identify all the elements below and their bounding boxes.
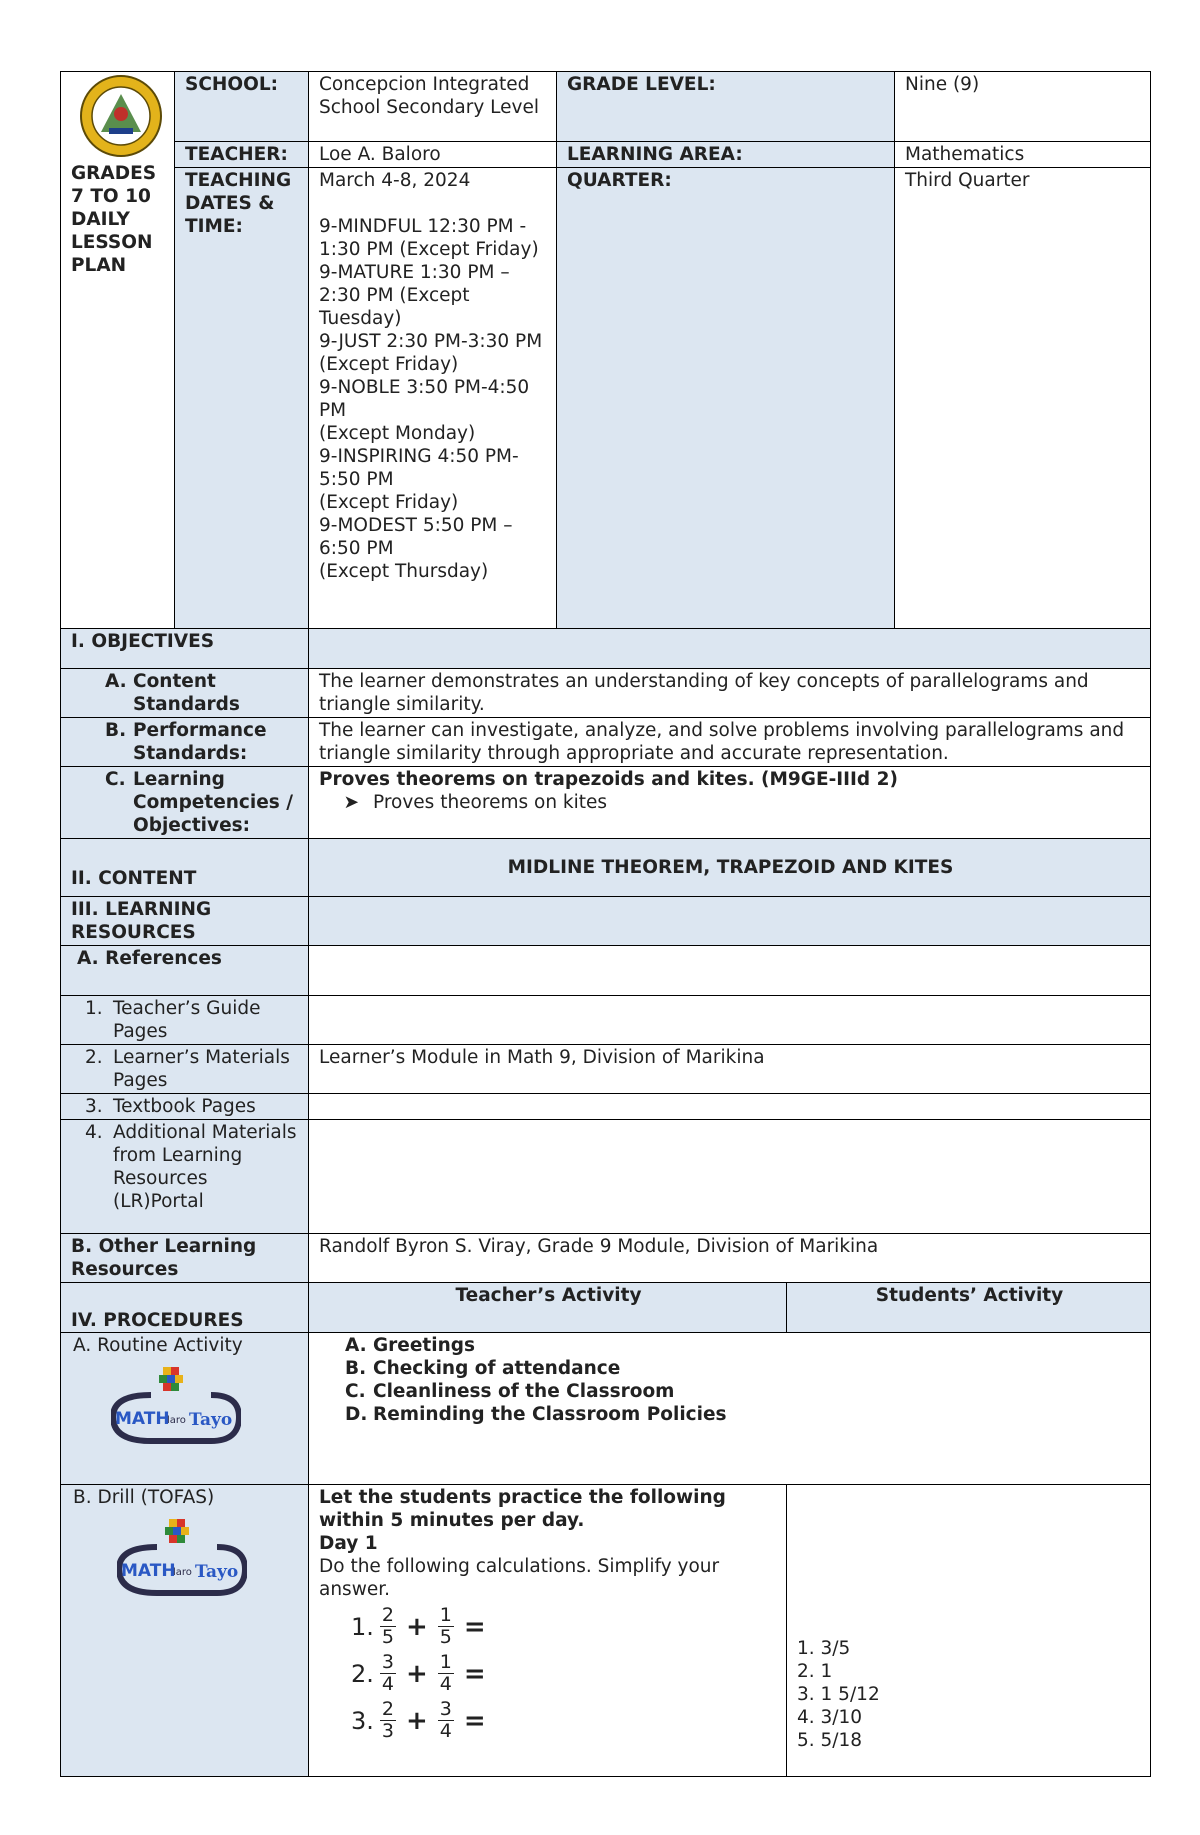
teachers-guide-label	[61, 996, 309, 1045]
body-table	[60, 628, 1151, 1777]
drill-problem: 2. $\frac{3}{4}$ + $\frac{1}{4}$ =	[351, 1651, 486, 1696]
item-number: 3.	[85, 1096, 103, 1118]
logo-laro-text: laro	[173, 1567, 192, 1579]
title-cell	[61, 72, 175, 630]
math-laro-tayo-logo-icon	[117, 1517, 247, 1597]
routine-item: Reminding the Classroom Policies	[373, 1404, 727, 1426]
textbook-pages-value	[309, 1094, 1151, 1120]
drill-day: Day 1	[319, 1533, 378, 1555]
logo-tayo-text: Tayo	[189, 1410, 233, 1431]
answer-line: 2. 1	[797, 1661, 833, 1683]
additional-materials-value	[309, 1120, 1151, 1234]
content-standards-text: Content Standards	[133, 671, 240, 716]
schedule-line: 9-JUST 2:30 PM-3:30 PM	[319, 331, 543, 352]
content-standards-label	[61, 669, 309, 718]
additional-materials-label	[61, 1120, 309, 1234]
plan-title: GRADES 7 TO 10 DAILY LESSON PLAN	[71, 163, 157, 276]
dates-label: TEACHING DATES & TIME:	[175, 168, 309, 630]
grade-level-label: GRADE LEVEL:	[557, 72, 895, 142]
schedule-line: (Except Friday)	[319, 354, 459, 375]
competencies-label	[61, 767, 309, 839]
answer-line: 5. 5/18	[797, 1730, 863, 1752]
drill-problem: 1. $\frac{2}{5}$ + $\frac{1}{5}$ =	[351, 1604, 486, 1649]
teacher-label: TEACHER:	[175, 142, 309, 168]
content-value: MIDLINE THEOREM, TRAPEZOID AND KITES	[309, 839, 1151, 897]
performance-standards-letter: B.	[105, 720, 127, 742]
students-activity-header: Students’ Activity	[787, 1283, 1151, 1333]
item-label: Textbook Pages	[113, 1096, 256, 1118]
learning-area-value: Mathematics	[895, 142, 1151, 168]
logo-math-text: MATH	[115, 1409, 170, 1430]
item-number: 1.	[85, 998, 103, 1020]
learners-materials-label	[61, 1045, 309, 1094]
content-standards-letter: A.	[105, 671, 127, 693]
grade-level-value: Nine (9)	[895, 72, 1151, 142]
performance-standards-value: The learner can investigate, analyze, and solve problems involving parallelograms and triangle similarity through appropriate and accurate representation.	[309, 718, 1151, 767]
school-value: Concepcion Integrated School Secondary Level	[309, 72, 557, 142]
schedule-line: 9-MODEST 5:50 PM – 6:50 PM	[319, 515, 513, 559]
performance-standards-label	[61, 718, 309, 767]
header-table	[60, 71, 1151, 630]
logo-laro-text: laro	[167, 1415, 186, 1427]
other-resources-value: Randolf Byron S. Viray, Grade 9 Module, Division of Marikina	[309, 1234, 1151, 1283]
learners-materials-value: Learner’s Module in Math 9, Division of Marikina	[309, 1045, 1151, 1094]
objectives-heading-fill	[309, 629, 1151, 669]
competency-bullet: Proves theorems on kites	[373, 792, 608, 814]
resources-heading: III. LEARNING RESOURCES	[61, 897, 309, 946]
drill-intro: Let the students practice the following within 5 minutes per day.	[319, 1487, 726, 1532]
other-resources-label: B. Other Learning Resources	[61, 1234, 309, 1283]
answer-line: 3. 1 5/12	[797, 1684, 880, 1706]
item-number: 2.	[85, 1047, 103, 1069]
performance-standards-text: Performance Standards:	[133, 720, 267, 765]
quarter-label: QUARTER:	[557, 168, 895, 630]
content-standards-value: The learner demonstrates an understanding of key concepts of parallelograms and triangle similarity.	[309, 669, 1151, 718]
drill-teacher-cell	[309, 1485, 787, 1777]
item-label: Learner’s Materials Pages	[113, 1047, 290, 1092]
logo-math-text: MATH	[121, 1561, 176, 1582]
teacher-value: Loe A. Baloro	[309, 142, 557, 168]
school-seal-icon	[79, 74, 163, 158]
arrow-bullet-icon: ➤	[343, 792, 359, 814]
routine-activity-label: A. Routine Activity	[73, 1335, 243, 1357]
competencies-letter: C.	[105, 769, 126, 791]
procedures-heading: IV. PROCEDURES	[61, 1283, 309, 1333]
references-value	[309, 946, 1151, 996]
drill-instruction: Do the following calculations. Simplify your answer.	[319, 1556, 720, 1601]
schedule-line: (Except Friday)	[319, 492, 459, 513]
drill-answers-cell	[787, 1485, 1151, 1777]
routine-item: Checking of attendance	[373, 1358, 621, 1380]
schedule-line: (Except Thursday)	[319, 561, 489, 582]
textbook-pages-label	[61, 1094, 309, 1120]
competencies-cell	[309, 767, 1151, 839]
objectives-heading: I. OBJECTIVES	[61, 629, 309, 669]
logo-tayo-text: Tayo	[195, 1562, 239, 1583]
resources-heading-fill	[309, 897, 1151, 946]
routine-item: Greetings	[373, 1335, 476, 1357]
teachers-activity-header: Teacher’s Activity	[309, 1283, 787, 1333]
learning-area-label: LEARNING AREA:	[557, 142, 895, 168]
routine-activity-cell	[61, 1333, 309, 1485]
answer-line: 4. 3/10	[797, 1707, 863, 1729]
item-number: 4.	[85, 1122, 103, 1144]
routine-items-cell: A. Greetings B. Checking of attendance C. Cleanliness of the Classroom D. Reminding the Classroom Policies	[309, 1333, 1151, 1485]
routine-item: Cleanliness of the Classroom	[373, 1381, 675, 1403]
schedule-line: 9-INSPIRING 4:50 PM-5:50 PM	[319, 446, 519, 490]
content-heading: II. CONTENT	[61, 839, 309, 897]
competencies-text: Learning Competencies / Objectives:	[133, 769, 293, 837]
drill-cell	[61, 1485, 309, 1777]
competencies-value: Proves theorems on trapezoids and kites. (M9GE-IIId 2)	[319, 769, 898, 791]
dates-value: March 4-8, 2024	[319, 170, 471, 191]
quarter-value: Third Quarter	[895, 168, 1151, 630]
dates-cell	[309, 168, 557, 630]
drill-label: B. Drill (TOFAS)	[73, 1487, 215, 1509]
answer-line: 1. 3/5	[797, 1638, 851, 1660]
references-label: A. References	[61, 946, 309, 996]
teachers-guide-value	[309, 996, 1151, 1045]
item-label: Additional Materials from Learning Resources (LR)Portal	[113, 1122, 297, 1213]
math-laro-tayo-logo-icon	[111, 1365, 241, 1445]
schedule-line: 9-MATURE 1:30 PM – 2:30 PM (Except Tuesday)	[319, 262, 510, 329]
school-label: SCHOOL:	[175, 72, 309, 142]
item-label: Teacher’s Guide Pages	[113, 998, 261, 1043]
schedule-line: 9-NOBLE 3:50 PM-4:50 PM	[319, 377, 530, 421]
lesson-plan	[60, 71, 1150, 1777]
schedule-line: (Except Monday)	[319, 423, 476, 444]
schedule-line: 9-MINDFUL 12:30 PM - 1:30 PM (Except Friday)	[319, 216, 539, 260]
drill-problem: 3. $\frac{2}{3}$ + $\frac{3}{4}$ =	[351, 1698, 486, 1743]
